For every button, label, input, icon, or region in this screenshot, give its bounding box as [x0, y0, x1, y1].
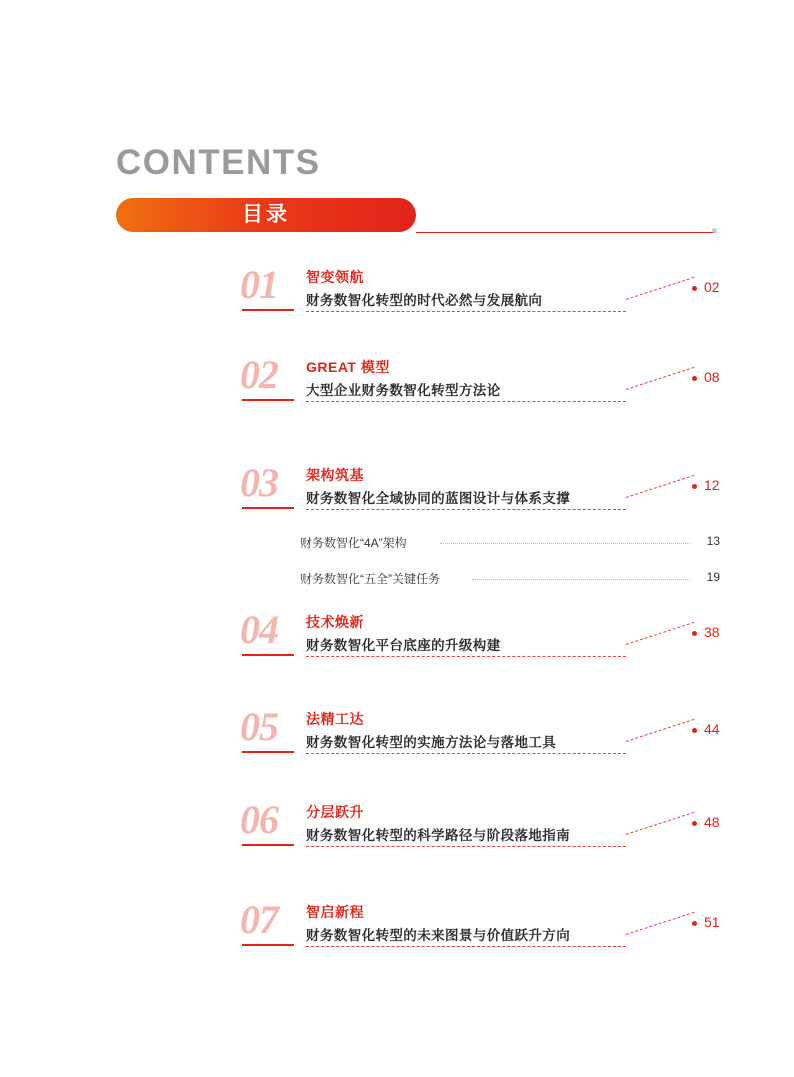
toc-leader-line-angled [626, 812, 695, 836]
toc-subitem-page: 13 [706, 534, 720, 548]
toc-entry-number: 01 [240, 262, 278, 307]
toc-entry-06[interactable] [240, 797, 720, 864]
toc-entry-subtitle: 大型企业财务数智化转型方法论 [306, 383, 501, 398]
toc-page-dot [692, 921, 697, 926]
toc-entry-number: 07 [240, 897, 278, 942]
toc-entry-number-rule [242, 399, 294, 401]
toc-leader-line [306, 846, 626, 848]
toc-leader-line [306, 509, 626, 511]
toc-entry-number-rule [242, 507, 294, 509]
toc-page-dot [692, 728, 697, 733]
toc-subitem-page: 19 [706, 570, 720, 584]
toc-entry-05[interactable] [240, 704, 720, 771]
toc-subitem-leader [472, 579, 690, 581]
toc-page-dot [692, 631, 697, 636]
toc-entry-subtitle: 财务数智化转型的科学路径与阶段落地指南 [306, 828, 571, 843]
toc-entry-number-rule [242, 309, 294, 311]
toc-entry-title: 架构筑基 [306, 467, 364, 483]
toc-page-number: 08 [704, 369, 720, 385]
toc-page-dot [692, 286, 697, 291]
toc-page-number: 48 [704, 814, 720, 830]
toc-entry-title: 分层跃升 [306, 804, 364, 820]
toc-entry-number-rule [242, 751, 294, 753]
toc-leader-line-angled [626, 475, 695, 499]
toc-leader-line [306, 656, 626, 658]
toc-entry-title: 智变领航 [306, 269, 364, 285]
toc-page-dot [692, 376, 697, 381]
toc-entry-title: 法精工达 [306, 711, 364, 727]
toc-page-number: 51 [704, 914, 720, 930]
toc-entry-04[interactable] [240, 607, 720, 674]
toc-entry-03[interactable] [240, 460, 720, 527]
toc-entry-subtitle: 财务数智化转型的时代必然与发展航向 [306, 293, 543, 308]
toc-leader-line [306, 401, 626, 403]
toc-entry-02[interactable] [240, 352, 720, 419]
toc-entry-07[interactable] [240, 897, 720, 964]
toc-entry-number-rule [242, 944, 294, 946]
toc-leader-line-angled [626, 719, 695, 743]
toc-page-number: 02 [704, 279, 720, 295]
toc-subitem[interactable] [300, 534, 720, 554]
toc-subitem-leader [440, 543, 690, 545]
toc-entry-number: 04 [240, 607, 278, 652]
toc-entry-subtitle: 财务数智化转型的实施方法论与落地工具 [306, 735, 557, 750]
title-banner-label: 目录 [242, 203, 290, 226]
page-title-contents: CONTENTS [116, 143, 321, 182]
toc-entry-number: 05 [240, 704, 278, 749]
toc-entry-number: 03 [240, 460, 278, 505]
toc-entry-subtitle: 财务数智化转型的未来图景与价值跃升方向 [306, 928, 571, 943]
toc-subitem-label: 财务数智化“4A”架构 [300, 536, 407, 550]
toc-entry-number-rule [242, 844, 294, 846]
toc-entry-title: GREAT 模型 [306, 359, 390, 375]
toc-entry-title: 技术焕新 [306, 614, 364, 630]
toc-entry-number-rule [242, 654, 294, 656]
toc-leader-line [306, 311, 626, 313]
toc-page-dot [692, 484, 697, 489]
toc-leader-line [306, 946, 626, 948]
toc-subitem-label: 财务数智化“五全”关键任务 [300, 572, 440, 586]
toc-entry-subtitle: 财务数智化全域协同的蓝图设计与体系支撑 [306, 491, 571, 506]
toc-page-number: 12 [704, 477, 720, 493]
toc-entry-subtitle: 财务数智化平台底座的升级构建 [306, 638, 501, 653]
toc-leader-line-angled [626, 912, 695, 936]
toc-page-number: 44 [704, 721, 720, 737]
toc-page-dot [692, 821, 697, 826]
toc-leader-line [306, 753, 626, 755]
toc-leader-line-angled [626, 622, 695, 646]
toc-entry-number: 06 [240, 797, 278, 842]
toc-page-number: 38 [704, 624, 720, 640]
toc-subitem[interactable] [300, 570, 720, 590]
toc-leader-line-angled [626, 367, 695, 391]
toc-entry-title: 智启新程 [306, 904, 364, 920]
toc-entry-01[interactable] [240, 262, 720, 329]
toc-leader-line-angled [626, 277, 695, 301]
toc-entry-number: 02 [240, 352, 278, 397]
